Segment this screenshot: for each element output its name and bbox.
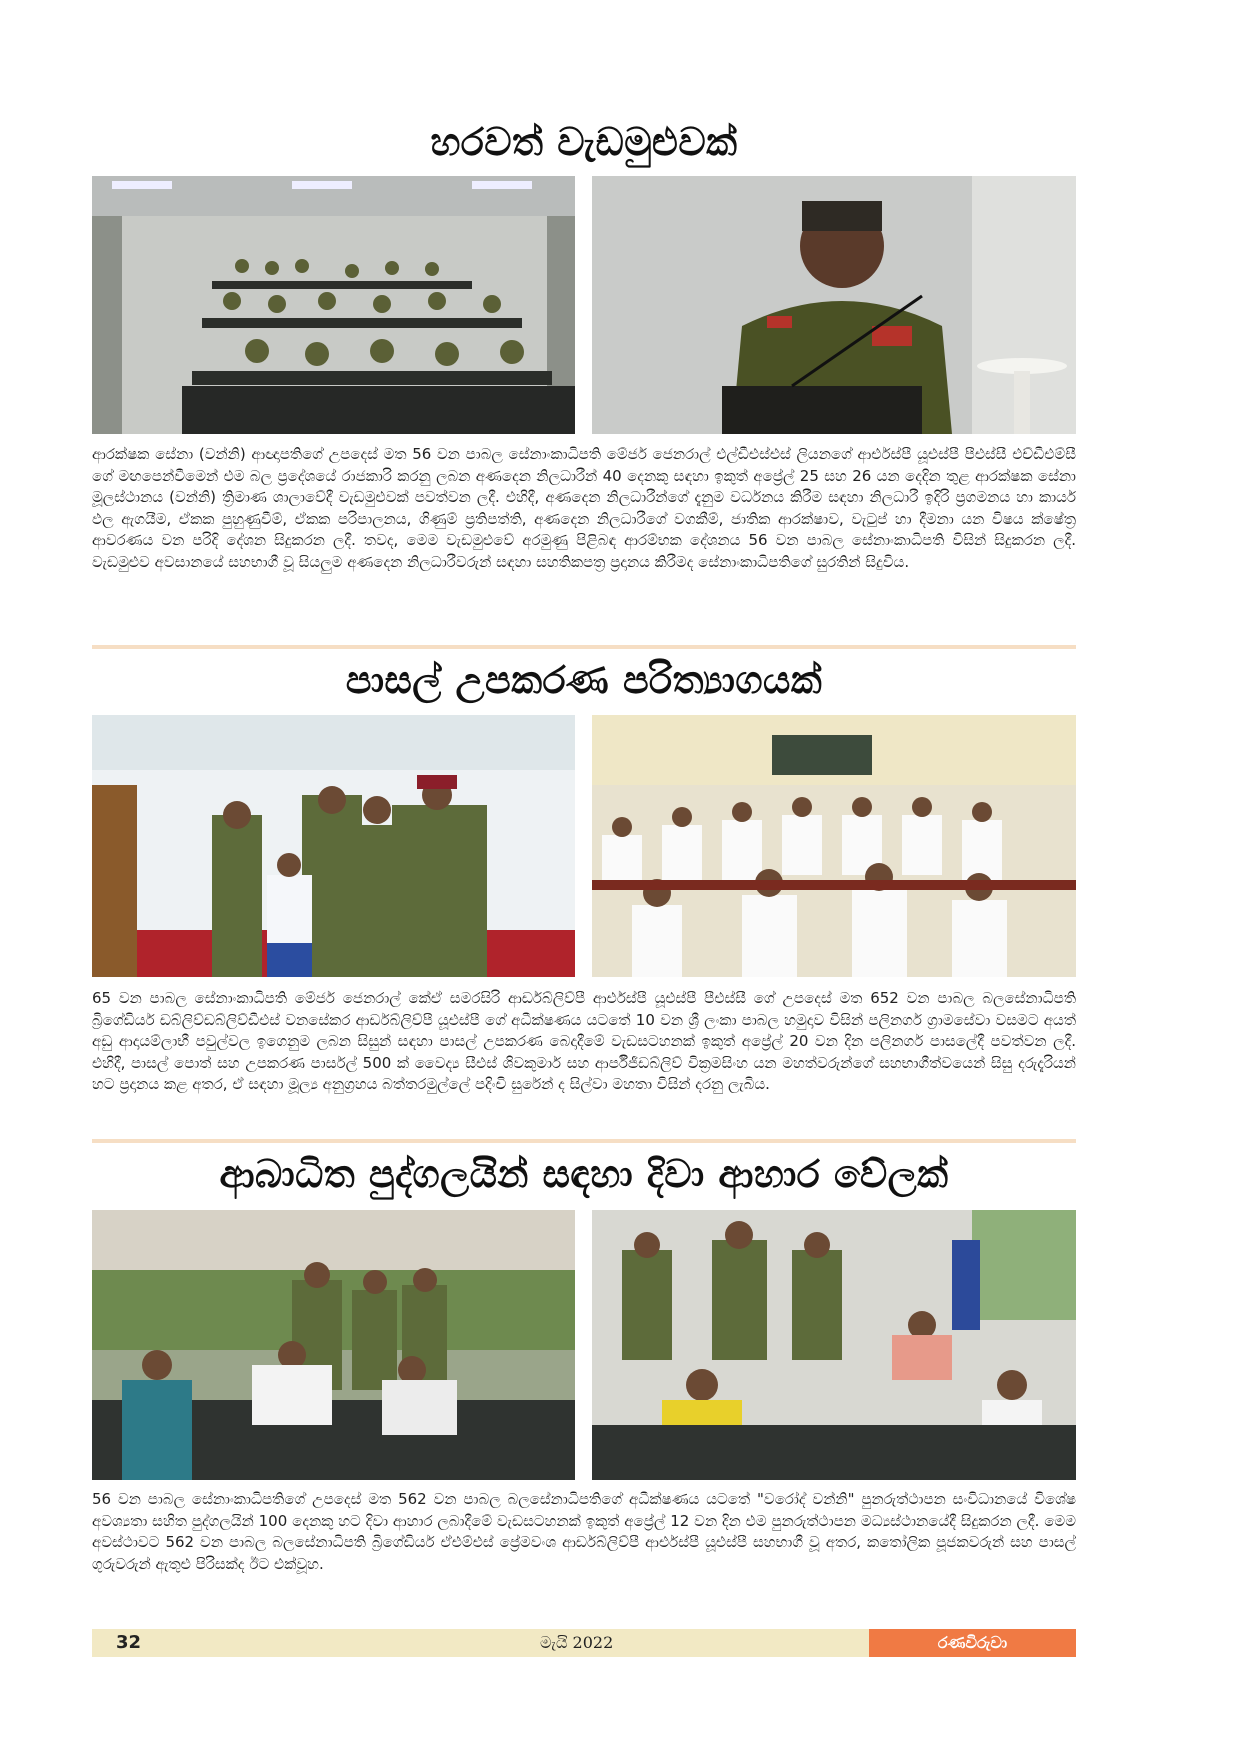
photo-donation-handover [92, 715, 575, 977]
headline-school-donation: පාසල් උපකරණ පරිත්‍යාගයක් [345, 658, 823, 702]
issue-date: මැයි 2022 [540, 1633, 614, 1652]
article-school-donation: 65 වන පාබල සේනාංකාධිපති මේජර් ජෙනරාල් කේඒ සමරසිරි ආර්ඩබ්ලිව්පී ආර්එස්පී යූඑස්පී පීඑස්සී ගේ උපදෙස් මත 652 වන පාබල බලසේනාධිපති බ්‍රිගේඩියර් ඩබ්ලිව්ඩබ්ලිව්ඩීඑස් වනසේකර ආර්ඩබ්ලිව්පී යූඑස්පී ගේ අධීක්ෂණය යටතේ 10 වන ශ්‍රී ලංකා පාබල හමුදාව විසින් පලිනගර් ග්‍රාමසේවා වසමට අයත් අඩු ආදායම්ලාභී පවුල්වල ඉගෙනුම ලබන සිසුන් සඳහා පාසල් උපකරණ බෙදාදීමේ වැඩසටහනක් ඉකුත් අප්‍රේල් 20 වන දින පලිනගර් පාසලේදී පවත්වන ලදී. එහිදී, පාසල් පොත් සහ උපකරණ පාර්සල් 500 ක් වෛද්‍ය සීඑස් ශිවකුමාර් සහ ආර්පීජීඩබ්ලිව් වික්‍රමසිංහ යන මහත්වරුන්ගේ සහභාගීත්වයෙන් සිසු දරුදැරියන් හට ප්‍රදානය කළ අතර, ඒ සඳහා මූල්‍ය අනුග්‍රහය බත්තරමුල්ලේ පදිංචි සුරේන් ද සිල්වා මහතා විසින් දරනු ලැබිය. [92, 989, 1076, 1093]
article-lunch-program: 56 වන පාබල සේනාංකාධිපතිගේ උපදෙස් මත 562 වන පාබල බලසේනාධිපතිගේ අධීක්ෂණය යටතේ "වරෝද් වන්නි" පුනරුත්ථාපන සංවිධානයේ විශේෂ අවශ්‍යතා සහිත පුද්ගලයින් 100 දෙනකු හට දිවා ආහාර ලබාදීමේ වැඩසටහනක් ඉකුත් අප්‍රේල් 12 වන දින එම පුනරුත්ථාපන මධ්‍යස්ථානයේදී සිදුකරන ලදී. මෙම අවස්ථාවට 562 වන පාබල බලසේනාධිපති බ්‍රිගේඩියර් ඒඑම්එස් ප්‍රේමවංශ ආර්ඩබ්ලිව්පී ආර්එස්පී යූඑස්පී සහභාගී වූ අතර, කතෝලික පූජකවරුන් සහ පාසල් ගුරුවරුන් ඇතුළු පිරිසක්ද ඊට එක්වූහ. [92, 1490, 1076, 1573]
section-divider [92, 645, 1076, 649]
headline-workshop: හරවත් වැඩමුළුවක් [430, 120, 738, 164]
photo-lunch-dining [592, 1210, 1076, 1480]
article-workshop: ආරක්ෂක සේනා (වන්නි) ආඥාපතිගේ උපදෙස් මත 56 වන පාබල සේනාංකාධිපති මේජර් ජෙනරාල් එල්ඩීඑස්එස් ලියනගේ ආර්එස්පී යූඑස්පී පීඑස්සී එච්ඩීඑම්සී ගේ මඟපෙන්වීමෙන් එම බල ප්‍රදේශයේ රාජකාරි කරනු ලබන අණදෙන නිලධාරීන් 40 දෙනකු සඳහා ඉකුත් අප්‍රේල් 25 සහ 26 යන දෙදින තුළ ආරක්ෂක සේනා මූලස්ථානය (වන්නි) ත්‍රිමාණ ශාලාවේදී වැඩමුළුවක් පවත්වන ලදී. එහිදී, අණදෙන නිලධාරීන්ගේ දැනුම වර්ධනය කිරීම සඳහා නිලධාරී ඉදිරි ප්‍රගමනය හා කාර්ය ඵල ඇගයීම, ඒකක පුහුණුවීම්, ඒකක පරිපාලනය, ගිණුම් ප්‍රතිපත්ති, අණදෙන නිලධාරීගේ වගකීම්, ජාතික ආරක්ෂාව, වැටුප් හා දීමනා යන විෂය ක්ෂේත්‍ර ආවරණය වන පරිදි දේශන සිදුකරන ලදී. තවද, මෙම වැඩමුළුවේ අරමුණු පිළිබඳ ආරම්භක දේශනය 56 වන පාබල සේනාංකාධිපති විසින් සිදුකරන ලදී. වැඩමුළුව අවසානයේ සහභාගී වූ සියලුම අණදෙන නිලධාරීවරුන් සඳහා සහතිකපත්‍ර ප්‍රදානය කිරීමද සේනාංකාධිපතිගේ සුරතින් සිදුවිය. [92, 445, 1076, 571]
headline-lunch-program: ආබාධිත පුද්ගලයින් සඳහා දිවා ආහාර වේලක් [219, 1152, 949, 1196]
photo-workshop-speaker [592, 176, 1076, 434]
page-number: 32 [116, 1632, 142, 1653]
photo-lunch-serving [92, 1210, 575, 1480]
section-divider [92, 1139, 1076, 1143]
photo-workshop-audience [92, 176, 575, 434]
photo-donation-students [592, 715, 1076, 977]
publication-name: රණවිරුවා [869, 1629, 1076, 1657]
